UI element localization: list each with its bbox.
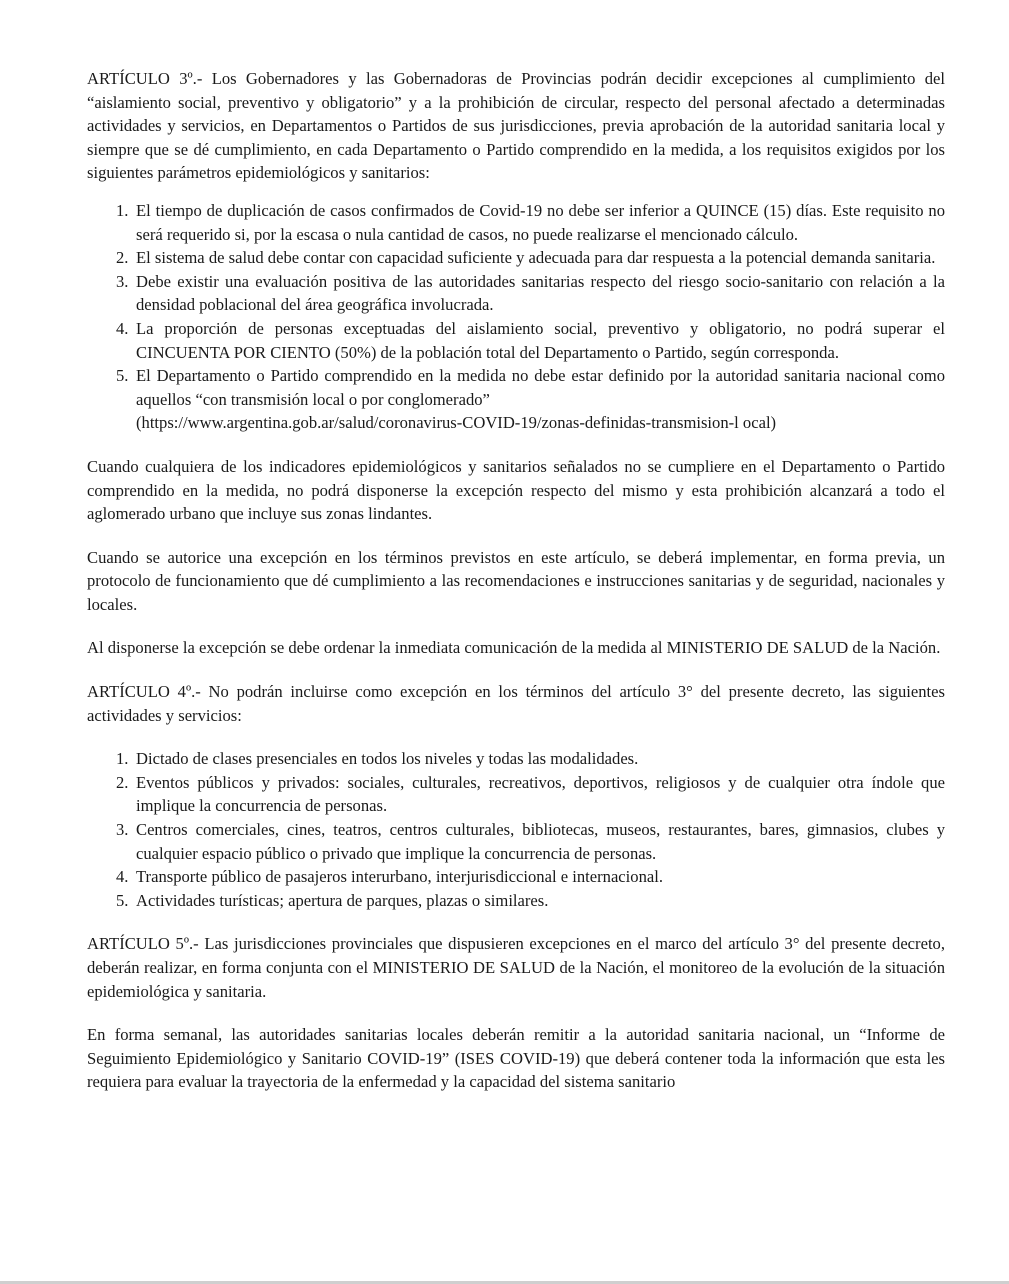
list-item bbox=[116, 818, 945, 865]
list-item bbox=[116, 771, 945, 818]
list-item-number: 5. bbox=[116, 890, 129, 910]
list-item bbox=[116, 199, 945, 246]
list-item-number: 3. bbox=[116, 271, 129, 291]
list-item-number: 2. bbox=[116, 772, 129, 792]
list-item-number: 3. bbox=[116, 820, 129, 840]
article-3-requirements-list bbox=[87, 199, 945, 435]
list-item-text: El sistema de salud debe contar con capacidad suficiente y adecuada para dar respuesta a la potencial demanda sanitaria. bbox=[136, 248, 936, 268]
list-item-number: 5. bbox=[116, 366, 129, 386]
list-item bbox=[116, 747, 945, 771]
list-item-number: 1. bbox=[116, 200, 129, 220]
list-item-text: Dictado de clases presenciales en todos los niveles y todas las modalidades. bbox=[136, 749, 639, 769]
article-3-indicators-paragraph: Cuando cualquiera de los indicadores epidemiológicos y sanitarios señalados no se cumpliere en el Departamento o Partido comprendido en la medida, no podrá disponerse la excepción respecto del mismo y esta prohibición alcanzará a todo el aglomerado urbano que incluye sus zonas lindantes. bbox=[87, 456, 945, 524]
document-page bbox=[87, 67, 945, 1114]
list-item bbox=[116, 865, 945, 889]
list-item-text: La proporción de personas exceptuadas del aislamiento social, preventivo y obligatorio, no podrá superar el CINCUENTA POR CIENTO (50%) de la población total del Departamento o Partido, según corresponda. bbox=[136, 318, 945, 362]
article-3-protocol-paragraph: Cuando se autorice una excepción en los términos previstos en este artículo, se deberá implementar, en forma previa, un protocolo de funcionamiento que dé cumplimiento a las recomendaciones e instrucciones sanitarias y de seguridad, nacionales y locales. bbox=[87, 547, 945, 614]
list-item-url: (https://www.argentina.gob.ar/salud/coronavirus-COVID-19/zonas-definidas-transmision-l ocal) bbox=[136, 413, 777, 433]
article-5-intro: ARTÍCULO 5º.- Las jurisdicciones provinciales que dispusieren excepciones en el marco del artículo 3° del presente decreto, deberán realizar, en forma conjunta con el MINISTERIO DE SALUD de la Nación, el monitoreo de la evolución de la situación epidemiológica y sanitaria. bbox=[87, 934, 945, 1001]
article-5-weekly-report-paragraph: En forma semanal, las autoridades sanitarias locales deberán remitir a la autoridad sanitaria nacional, un “Informe de Seguimiento Epidemiológico y Sanitario COVID-19” (ISES COVID-19) que deberá contener toda la información que esta les requiera para evaluar la trayectoria de la enfermedad y la capacidad del sistema sanitario bbox=[87, 1025, 945, 1092]
article-5 bbox=[87, 932, 945, 1094]
list-item-text: Centros comerciales, cines, teatros, centros culturales, bibliotecas, museos, restaurantes, bares, gimnasios, clubes y cualquier espacio público o privado que implique la concurrencia de personas. bbox=[136, 820, 945, 863]
list-item-text: El Departamento o Partido comprendido en la medida no debe estar definido por la autoridad sanitaria nacional como aquellos “con transmisión local o por conglomerado” bbox=[136, 366, 945, 409]
article-3-intro: ARTÍCULO 3º.- Los Gobernadores y las Gobernadoras de Provincias podrán decidir excepciones al cumplimiento del “aislamiento social, preventivo y obligatorio” y a la prohibición de circular, respecto del personal afectado a determinadas actividades y servicios, en Departamentos o Partidos de sus jurisdicciones, previa aprobación de la autoridad sanitaria local y siempre que se dé cumplimiento, en cada Departamento o Partido comprendido en la medida, a los requisitos exigidos por los siguientes parámetros epidemiológicos y sanitarios: bbox=[87, 69, 945, 183]
list-item-text: Debe existir una evaluación positiva de las autoridades sanitarias respecto del riesgo socio-sanitario con relación a la densidad poblacional del área geográfica involucrada. bbox=[136, 271, 945, 315]
list-item bbox=[116, 364, 945, 435]
article-4-exclusions-list bbox=[87, 747, 945, 912]
list-item bbox=[116, 246, 945, 270]
article-3-communication-paragraph: Al disponerse la excepción se debe ordenar la inmediata comunicación de la medida al MINISTERIO DE SALUD de la Nación. bbox=[87, 638, 941, 658]
list-item-number: 4. bbox=[116, 867, 129, 887]
list-item-text: Actividades turísticas; apertura de parques, plazas o similares. bbox=[136, 890, 549, 910]
list-item bbox=[116, 317, 945, 364]
list-item-text: Eventos públicos y privados: sociales, culturales, recreativos, deportivos, religiosos y de cualquier otra índole que implique la concurrencia de personas. bbox=[136, 772, 945, 816]
list-item-text: Transporte público de pasajeros interurbano, interjurisdiccional e internacional. bbox=[136, 867, 663, 887]
list-item bbox=[116, 889, 945, 913]
article-3 bbox=[87, 67, 945, 660]
list-item-text: El tiempo de duplicación de casos confirmados de Covid-19 no debe ser inferior a QUINCE (15) días. Este requisito no será requerido si, por la escasa o nula cantidad de casos, no puede realizarse el mencionado cálculo. bbox=[136, 200, 945, 244]
list-item-number: 2. bbox=[116, 248, 129, 268]
list-item-number: 1. bbox=[116, 749, 129, 769]
article-4-intro: ARTÍCULO 4º.- No podrán incluirse como excepción en los términos del artículo 3° del presente decreto, las siguientes actividades y servicios: bbox=[87, 682, 945, 725]
list-item-number: 4. bbox=[116, 318, 129, 338]
list-item bbox=[116, 270, 945, 317]
article-4 bbox=[87, 680, 945, 912]
